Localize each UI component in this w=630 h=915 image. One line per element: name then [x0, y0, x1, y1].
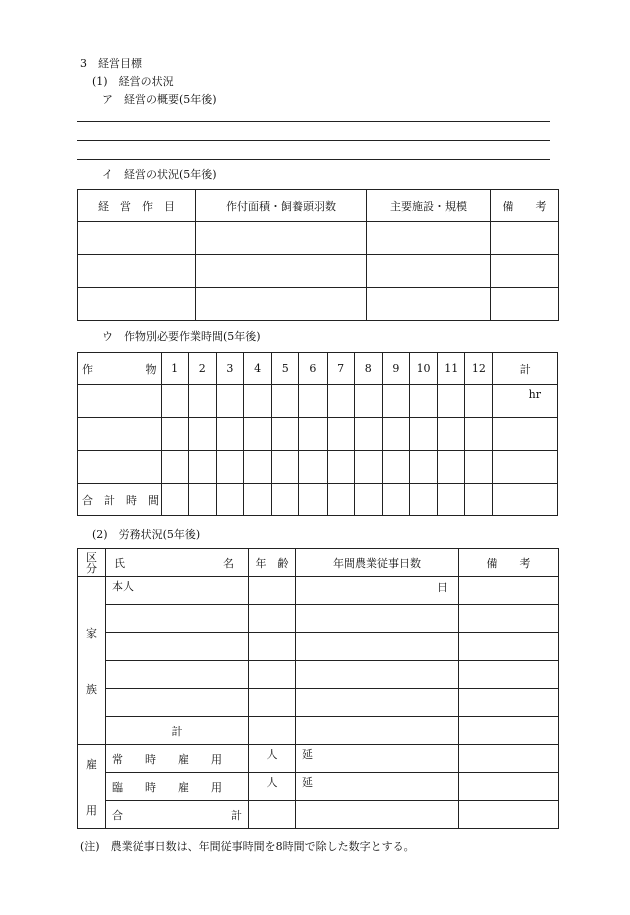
- input-cell[interactable]: [78, 255, 196, 288]
- header-month: 3: [216, 353, 243, 385]
- header-remarks: 備 考: [459, 549, 559, 577]
- header-month: 2: [188, 353, 216, 385]
- input-cell[interactable]: [106, 689, 249, 717]
- overview-line: [77, 140, 550, 141]
- crop-label-a: 作: [82, 362, 93, 376]
- input-cell[interactable]: [78, 222, 196, 255]
- input-cell[interactable]: [78, 418, 162, 451]
- management-status-table: [77, 189, 559, 321]
- section-3-heading: 3 経営目標: [80, 57, 142, 70]
- input-cell[interactable]: [196, 222, 367, 255]
- header-remarks: 備 考: [491, 190, 559, 222]
- hour-unit: hr: [493, 385, 558, 418]
- footnote: (注) 農業従事日数は、年間従事時間を8時間で除した数字とする。: [80, 840, 415, 853]
- header-days: 年間農業従事日数: [296, 549, 459, 577]
- person-unit: 人: [249, 745, 296, 773]
- header-month: 8: [354, 353, 382, 385]
- labor-table: [77, 548, 559, 829]
- header-month: 7: [327, 353, 354, 385]
- input-cell[interactable]: [78, 288, 196, 321]
- cumulative-label: 延: [296, 773, 459, 801]
- self-label: 本人: [106, 577, 249, 605]
- regular-hire-label: 常 時 雇 用: [106, 745, 249, 773]
- person-unit: 人: [249, 773, 296, 801]
- header-month: 5: [272, 353, 299, 385]
- header-month: 1: [161, 353, 188, 385]
- header-facility: 主要施設・規模: [367, 190, 491, 222]
- overview-line: [77, 121, 550, 122]
- header-month: 11: [438, 353, 465, 385]
- input-cell[interactable]: [459, 745, 559, 773]
- work-hours-table: [77, 352, 558, 516]
- input-cell[interactable]: [106, 633, 249, 661]
- input-cell[interactable]: [491, 222, 559, 255]
- input-cell[interactable]: [367, 222, 491, 255]
- day-unit: 日: [296, 577, 459, 605]
- input-cell[interactable]: [78, 451, 162, 484]
- input-cell[interactable]: [367, 288, 491, 321]
- input-cell[interactable]: [249, 577, 296, 605]
- input-cell[interactable]: [78, 385, 162, 418]
- family-subtotal: 計: [106, 717, 249, 745]
- overview-heading: ア 経営の概要(5年後): [102, 93, 217, 106]
- input-cell[interactable]: [106, 605, 249, 633]
- header-category: 区分: [78, 549, 106, 577]
- header-name: 氏 名: [106, 549, 249, 577]
- input-cell[interactable]: [367, 255, 491, 288]
- cumulative-label: 延: [296, 745, 459, 773]
- labor-heading: (2) 労務状況(5年後): [92, 528, 201, 541]
- header-crop: 経 営 作 目: [78, 190, 196, 222]
- header-month: 6: [299, 353, 327, 385]
- input-cell[interactable]: [491, 288, 559, 321]
- header-month: 10: [409, 353, 437, 385]
- crop-label-b: 物: [145, 362, 157, 376]
- hired-total-label: 合 計: [106, 801, 249, 829]
- input-cell[interactable]: [491, 255, 559, 288]
- subsection-1-heading: (1) 経営の状況: [92, 75, 174, 88]
- total-hours-label: 合 計 時 間: [78, 484, 162, 516]
- header-crop: [78, 353, 162, 385]
- header-age: 年 齢: [249, 549, 296, 577]
- header-month: 12: [465, 353, 493, 385]
- header-month: 4: [244, 353, 272, 385]
- overview-line: [77, 159, 550, 160]
- input-cell[interactable]: [196, 255, 367, 288]
- input-cell[interactable]: [196, 288, 367, 321]
- input-cell[interactable]: [459, 577, 559, 605]
- management-status-heading: イ 経営の状況(5年後): [102, 168, 217, 181]
- hired-label: 雇 用: [78, 745, 106, 829]
- family-label: 家 族: [78, 577, 106, 745]
- input-cell[interactable]: [106, 661, 249, 689]
- header-area: 作付面積・飼養頭羽数: [196, 190, 367, 222]
- work-hours-heading: ウ 作物別必要作業時間(5年後): [102, 330, 261, 343]
- temp-hire-label: 臨 時 雇 用: [106, 773, 249, 801]
- header-total: 計: [493, 353, 558, 385]
- input-cell[interactable]: [459, 773, 559, 801]
- header-month: 9: [382, 353, 409, 385]
